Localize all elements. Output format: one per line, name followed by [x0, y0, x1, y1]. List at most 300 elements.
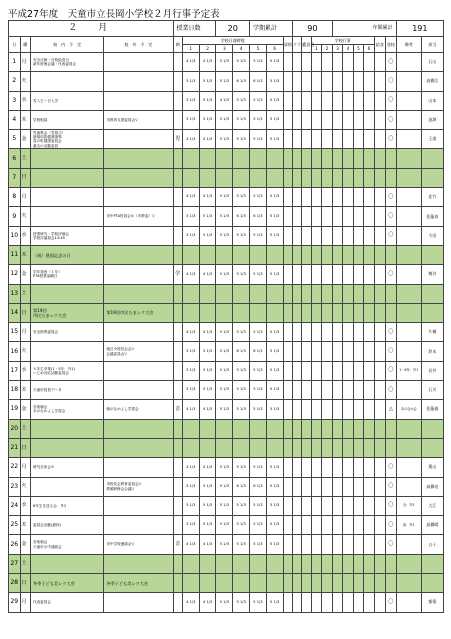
grade-event-cell [364, 496, 374, 515]
grade-event-cell [322, 110, 332, 129]
notes-cell [396, 342, 421, 361]
period-cell: 5 1/3 [266, 265, 283, 284]
period-cell: 5 1/3 [266, 381, 283, 400]
period-cell: 5 1/3 [199, 496, 216, 515]
activity-cell [283, 265, 292, 284]
period-cell: 5 1/3 [250, 188, 267, 207]
col-committee: 委員会 [302, 37, 311, 53]
grade-event-cell [311, 323, 321, 342]
activity-cell [302, 535, 311, 554]
table-row [9, 477, 444, 496]
col-grade: 4 [343, 45, 353, 53]
table-row [9, 516, 444, 535]
activity-cell [293, 381, 302, 400]
grade-event-cell [322, 303, 332, 322]
col-grade: 2 [322, 45, 332, 53]
grade-event-cell [311, 53, 321, 72]
lunch-cell [374, 72, 386, 91]
period-cell: 5 1/3 [233, 265, 250, 284]
misc-cell: 〇 [386, 496, 396, 515]
period-cell: 5 1/3 [199, 226, 216, 245]
period-cell [182, 554, 199, 573]
weekday-cell: 月 [20, 458, 30, 477]
col-misc: 登校 [386, 37, 396, 53]
grade-event-cell [311, 188, 321, 207]
period-cell: 5 1/3 [216, 593, 233, 612]
table-row [9, 535, 444, 554]
duty-cell: 奥山 [421, 458, 443, 477]
period-cell: 6 1/3 [250, 207, 267, 226]
period-cell [216, 284, 233, 303]
day-cell: 17 [9, 361, 21, 380]
weekday-cell: 土 [20, 149, 30, 168]
table-row [9, 554, 444, 573]
grade-event-cell [311, 574, 321, 593]
col-school-events: 校 内 予 定 [30, 37, 103, 53]
period-cell: 5 1/3 [182, 207, 199, 226]
period-cell: 5 1/3 [216, 458, 233, 477]
period-cell: 5 1/3 [216, 400, 233, 419]
period-cell [250, 574, 267, 593]
period-cell: 4 1/3 [182, 593, 199, 612]
misc-cell [386, 574, 396, 593]
period-cell [233, 574, 250, 593]
outside-event-cell [104, 361, 173, 380]
period-cell: 5 1/3 [216, 477, 233, 496]
weekday-cell: 土 [20, 419, 30, 438]
school-event-cell [30, 72, 103, 91]
grade-event-cell [364, 381, 374, 400]
grade-event-cell [364, 207, 374, 226]
grade-event-cell [364, 91, 374, 110]
term-cumulative-value: 90 [293, 21, 333, 37]
period-cell: 5 1/3 [250, 110, 267, 129]
notes-cell [396, 381, 421, 400]
period-cell [250, 284, 267, 303]
period-cell: 5 1/3 [233, 188, 250, 207]
notes-cell [396, 226, 421, 245]
col-grade-group: 学校行事 [311, 37, 374, 45]
table-row [9, 130, 444, 149]
grade-event-cell [343, 91, 353, 110]
outside-event-cell [104, 265, 173, 284]
table-row [9, 323, 444, 342]
lunch-cell [374, 477, 386, 496]
period-cell: 5 1/3 [199, 361, 216, 380]
day-cell: 20 [9, 419, 21, 438]
assembly-cell [173, 284, 182, 303]
period-cell: 6 1/3 [233, 72, 250, 91]
grade-event-cell [364, 554, 374, 573]
day-cell: 8 [9, 188, 21, 207]
notes-cell [396, 458, 421, 477]
school-event-cell: 第19回 市民たまレク大会 [30, 303, 103, 322]
outside-event-cell [104, 53, 173, 72]
day-cell: 21 [9, 438, 21, 457]
grade-event-cell [311, 516, 321, 535]
misc-cell: 〇 [386, 110, 396, 129]
period-cell: 5 1/3 [216, 323, 233, 342]
weekday-cell: 火 [20, 72, 30, 91]
activity-cell [302, 323, 311, 342]
grade-event-cell [332, 53, 342, 72]
activity-cell [293, 53, 302, 72]
grade-event-cell [364, 245, 374, 264]
table-row [9, 72, 444, 91]
weekday-cell: 月 [20, 593, 30, 612]
grade-event-cell [364, 574, 374, 593]
grade-event-cell [343, 149, 353, 168]
period-cell: 4 1/3 [182, 458, 199, 477]
assembly-cell [173, 226, 182, 245]
notes-cell [396, 91, 421, 110]
weekday-cell: 金 [20, 265, 30, 284]
period-cell [250, 149, 267, 168]
grade-event-cell [353, 168, 363, 187]
period-cell: 5 1/3 [250, 323, 267, 342]
activity-cell [302, 516, 311, 535]
school-event-cell: 委員会活動(最終) [30, 516, 103, 535]
day-cell: 29 [9, 593, 21, 612]
activity-cell [293, 361, 302, 380]
misc-cell: △ [386, 400, 396, 419]
grade-event-cell [322, 477, 332, 496]
school-days-label: 授業日数 [173, 21, 216, 37]
grade-event-cell [353, 72, 363, 91]
period-cell [233, 438, 250, 457]
grade-event-cell [343, 188, 353, 207]
lunch-cell [374, 53, 386, 72]
grade-event-cell [322, 323, 332, 342]
activity-cell [293, 438, 302, 457]
misc-cell: 〇 [386, 265, 396, 284]
period-cell: 4 1/3 [199, 130, 216, 149]
period-cell: 4 1/3 [199, 400, 216, 419]
table-row [9, 593, 444, 612]
period-cell [216, 245, 233, 264]
table-row [9, 168, 444, 187]
day-cell: 4 [9, 110, 21, 129]
grade-event-cell [311, 438, 321, 457]
activity-cell [283, 91, 292, 110]
period-cell: 5 1/3 [250, 381, 267, 400]
activity-cell [293, 535, 302, 554]
activity-cell [293, 342, 302, 361]
period-cell: 5 1/3 [233, 53, 250, 72]
period-cell: 5 1/3 [250, 53, 267, 72]
notes-cell [396, 477, 421, 496]
grade-event-cell [353, 188, 363, 207]
col-grade: 6 [364, 45, 374, 53]
assembly-cell [173, 381, 182, 400]
grade-event-cell [311, 496, 321, 515]
notes-cell [396, 593, 421, 612]
assembly-cell [173, 110, 182, 129]
grade-event-cell [343, 207, 353, 226]
duty-cell: 池澤 [421, 110, 443, 129]
period-cell [199, 245, 216, 264]
grade-event-cell [322, 593, 332, 612]
grade-event-cell [332, 477, 342, 496]
period-cell: 5 1/3 [250, 496, 267, 515]
outside-event-cell [104, 226, 173, 245]
period-cell: 5 1/3 [233, 130, 250, 149]
period-cell [233, 303, 250, 322]
grade-event-cell [364, 303, 374, 322]
day-cell: 9 [9, 207, 21, 226]
activity-cell [302, 400, 311, 419]
notes-cell: 1・6年：外1 [396, 361, 421, 380]
lunch-cell [374, 226, 386, 245]
activity-cell [293, 284, 302, 303]
period-cell: 5 1/3 [216, 188, 233, 207]
grade-event-cell [322, 535, 332, 554]
grade-event-cell [343, 593, 353, 612]
period-cell: 5 1/3 [182, 381, 199, 400]
period-cell [182, 438, 199, 457]
period-cell [233, 245, 250, 264]
period-cell: 4 1/3 [182, 130, 199, 149]
misc-cell: 〇 [386, 72, 396, 91]
period-cell [233, 168, 250, 187]
weekday-cell: 水 [20, 496, 30, 515]
period-cell [233, 149, 250, 168]
period-cell: 5 1/3 [216, 496, 233, 515]
grade-event-cell [343, 400, 353, 419]
table-row [9, 265, 444, 284]
school-event-cell [30, 188, 103, 207]
assembly-cell [173, 149, 182, 168]
grade-event-cell [332, 110, 342, 129]
activity-cell [283, 53, 292, 72]
activity-cell [293, 496, 302, 515]
school-event-cell [30, 207, 103, 226]
grade-event-cell [343, 361, 353, 380]
grade-event-cell [343, 53, 353, 72]
duty-cell [421, 419, 443, 438]
period-cell [182, 419, 199, 438]
misc-cell: 〇 [386, 535, 396, 554]
schedule-table [8, 20, 444, 613]
period-cell [182, 574, 199, 593]
school-event-cell [30, 554, 103, 573]
activity-cell [302, 381, 311, 400]
weekday-cell: 水 [20, 91, 30, 110]
assembly-cell [173, 207, 182, 226]
period-cell: 5 1/3 [216, 130, 233, 149]
activity-cell [283, 419, 292, 438]
activity-cell [283, 245, 292, 264]
period-cell: 5 1/3 [233, 496, 250, 515]
grade-event-cell [311, 130, 321, 149]
outside-event-cell [104, 419, 173, 438]
grade-event-cell [343, 342, 353, 361]
grade-event-cell [322, 284, 332, 303]
day-cell: 15 [9, 323, 21, 342]
table-row [9, 458, 444, 477]
grade-event-cell [311, 207, 321, 226]
grade-event-cell [332, 458, 342, 477]
grade-event-cell [353, 284, 363, 303]
duty-cell: 今田 [421, 226, 443, 245]
grade-event-cell [343, 226, 353, 245]
period-cell: 5 1/3 [233, 458, 250, 477]
period-cell [233, 554, 250, 573]
activity-cell [293, 516, 302, 535]
misc-cell: 〇 [386, 130, 396, 149]
lunch-cell [374, 342, 386, 361]
grade-event-cell [311, 265, 321, 284]
duty-cell: 高橋亮 [421, 477, 443, 496]
grade-event-cell [311, 381, 321, 400]
col-dow: 曜 [20, 37, 30, 53]
col-period: 1 [182, 45, 199, 53]
weekday-cell: 金 [20, 130, 30, 149]
weekday-cell: 日 [20, 303, 30, 322]
table-row [9, 303, 444, 322]
grade-event-cell [353, 149, 363, 168]
term-cumulative-label: 学期累計 [250, 21, 293, 37]
col-club: クラブ [293, 37, 302, 53]
grade-event-cell [364, 419, 374, 438]
activity-cell [302, 168, 311, 187]
grade-event-cell [353, 226, 363, 245]
grade-event-cell [343, 168, 353, 187]
activity-cell [283, 130, 292, 149]
activity-cell [293, 110, 302, 129]
outside-event-cell: 市教育支援委員会▽ [104, 110, 173, 129]
grade-event-cell [343, 110, 353, 129]
grade-event-cell [311, 458, 321, 477]
lunch-cell [374, 110, 386, 129]
grade-event-cell [353, 303, 363, 322]
period-cell: 5 1/3 [216, 265, 233, 284]
lunch-cell [374, 516, 386, 535]
notes-cell [396, 245, 421, 264]
table-row [9, 110, 444, 129]
table-row [9, 53, 444, 72]
period-cell [199, 574, 216, 593]
month-label: ２ 月 [9, 21, 174, 37]
period-cell: 5 1/3 [233, 516, 250, 535]
lunch-cell [374, 381, 386, 400]
day-cell: 13 [9, 284, 21, 303]
col-grade: 3 [332, 45, 342, 53]
grade-event-cell [343, 284, 353, 303]
activity-cell [283, 188, 292, 207]
school-event-cell: 安全指導委員会 [30, 323, 103, 342]
outside-event-cell [104, 516, 173, 535]
period-cell: 5 1/3 [266, 72, 283, 91]
col-period: 3 [216, 45, 233, 53]
grade-event-cell [332, 130, 342, 149]
grade-event-cell [353, 53, 363, 72]
grade-event-cell [353, 245, 363, 264]
grade-event-cell [322, 516, 332, 535]
school-event-cell: 児童集会（雪遊び） 新規用語健康指導 豊の町健康委員会 番名の活動委員 [30, 130, 103, 149]
period-cell [266, 419, 283, 438]
school-event-cell [30, 149, 103, 168]
grade-event-cell [322, 419, 332, 438]
period-cell: 5 1/3 [199, 381, 216, 400]
period-cell: 5 1/3 [266, 361, 283, 380]
period-cell: 5 1/3 [199, 516, 216, 535]
grade-event-cell [353, 477, 363, 496]
weekday-cell: 木 [20, 516, 30, 535]
grade-event-cell [343, 303, 353, 322]
grade-event-cell [332, 72, 342, 91]
assembly-cell [173, 188, 182, 207]
weekday-cell: 水 [20, 361, 30, 380]
duty-cell: 佐竹 [421, 188, 443, 207]
period-cell: 4 1/3 [199, 458, 216, 477]
period-cell: 5 1/3 [233, 381, 250, 400]
grade-event-cell [353, 361, 363, 380]
grade-event-cell [353, 110, 363, 129]
duty-cell: 大江 [421, 496, 443, 515]
activity-cell [283, 72, 292, 91]
duty-cell: 五十 [421, 535, 443, 554]
activity-cell [283, 284, 292, 303]
school-event-cell: 授業研究・学校評価会 学校評議員会13:45 [30, 226, 103, 245]
outside-event-cell: 市中学校連絡会▽ [104, 535, 173, 554]
notes-cell [396, 574, 421, 593]
assembly-cell [173, 516, 182, 535]
activity-cell [302, 265, 311, 284]
lunch-cell [374, 400, 386, 419]
period-cell [216, 149, 233, 168]
period-cell [199, 303, 216, 322]
notes-cell [396, 110, 421, 129]
activity-cell [293, 245, 302, 264]
school-event-cell: 音楽朝会 あのなかよし学習会 [30, 400, 103, 419]
misc-cell [386, 554, 396, 573]
grade-event-cell [364, 535, 374, 554]
activity-cell [293, 303, 302, 322]
grade-event-cell [343, 419, 353, 438]
school-event-cell [30, 342, 103, 361]
grade-event-cell [332, 419, 342, 438]
table-row [9, 400, 444, 419]
notes-cell: 高：外1 [396, 516, 421, 535]
grade-event-cell [364, 53, 374, 72]
grade-event-cell [332, 400, 342, 419]
period-cell [199, 419, 216, 438]
period-cell [216, 438, 233, 457]
period-cell: 5 1/3 [216, 516, 233, 535]
grade-event-cell [322, 458, 332, 477]
period-cell [250, 168, 267, 187]
notes-cell [396, 168, 421, 187]
duty-cell: 石川 [421, 381, 443, 400]
grade-event-cell [322, 342, 332, 361]
misc-cell: 〇 [386, 91, 396, 110]
col-period: 6 [266, 45, 283, 53]
period-cell [266, 149, 283, 168]
outside-event-cell: 市中PTA役員会①（市教委）▽ [104, 207, 173, 226]
period-cell: 5 1/3 [266, 342, 283, 361]
grade-event-cell [332, 342, 342, 361]
activity-cell [283, 323, 292, 342]
outside-event-cell [104, 168, 173, 187]
grade-event-cell [364, 400, 374, 419]
notes-cell [396, 207, 421, 226]
page-title: 平成27年度 天童市立長岡小学校２月行事予定表 [8, 9, 220, 20]
weekday-cell: 月 [20, 188, 30, 207]
col-period: 5 [250, 45, 267, 53]
grade-event-cell [322, 265, 332, 284]
period-cell: 5 1/3 [233, 323, 250, 342]
